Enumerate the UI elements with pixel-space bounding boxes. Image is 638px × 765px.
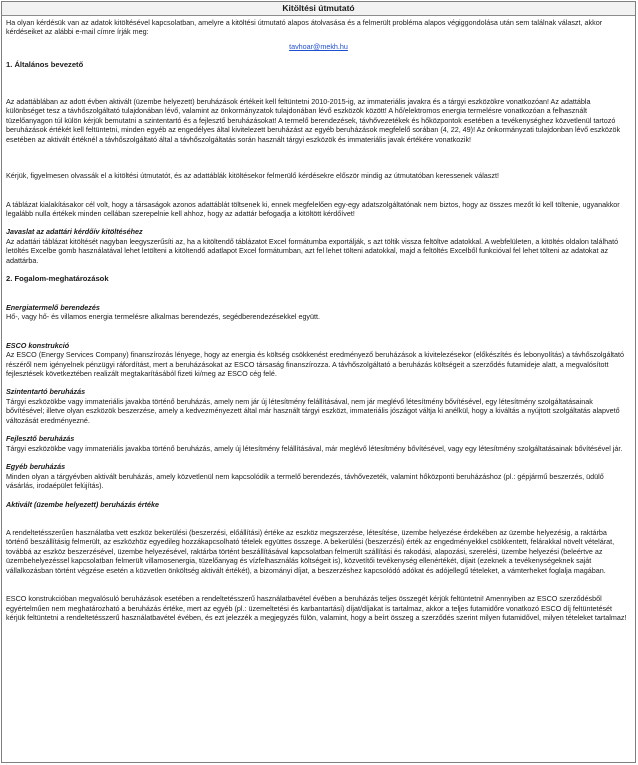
email-line [6, 42, 631, 51]
activated-investment-paragraph: A rendeltetésszerűen használatba vett eszköz bekerülési (beszerzési, előállítási) értéke az eszköz megszerzése, létesítése, üzembe helyezése érdekében az üzembe helyezésig, a raktárba történő beszállításig felmerült, az eszközhöz egyedileg hozzákapcsolható tételek együttes összege. A bekerülési (beszerzési) érték az engedményekkel csökkentett, felárakkal növelt vételárat, továbbá az eszköz beszerzésével, üzembe helyezésével, raktárba történt beszállításával kapcsolatban felmerült szállítási és rakodási, alapozási, szerelési, üzembe helyezési (beleértve az üzembehelyezéssel kapcsolatban felmerült villamosenergia, tüzelőanyag és vízfelhasználás költségeit is), közvetítői tevékenység ellenértékét, díjait (ezeknek a tevékenységeknek saját vállalkozásban történt végzése esetén a közvetlen önköltség aktivált értékét), a bizományi díjat, a beszerzéshez kapcsolódó adókat és adójellegű tételeket, a vámterheket foglalja magában. [6, 527, 615, 575]
document-title: Kitöltési útmutató [2, 2, 635, 16]
term-maintenance-investment: Szintentartó beruházás [6, 387, 86, 397]
esco-activation-paragraph: ESCO konstrukcióban megvalósuló beruházások esetében a rendeltetésszerű használatbavétel évében a beruházás teljes összegét kérjük feltüntetni! Amennyiben az ESCO szerződésből egyértelműen nem meghatározható a beruházás értéke, mert az egyéb (pl.: üzemeltetési és karbantartási) díjat/díjakat is tartalmaz, akkor a teljes futamidőre vonatkozó ESCO díj feltüntetését kérjük feltüntetni a rendeltetésszerű használatbavétel évében, és ezt jelezzék a megjegyzés fülön, valamint, hogy a beírt összeg a szerződés szerint milyen futamidővel, milyen tételeket tartalmaz! [6, 594, 627, 623]
section-1-paragraph-2: Kérjük, figyelmesen olvassák el a kitöltési útmutatót, és az adattáblák kitöltésekor felmerülő kérdésekre először mindig az útmutatóban keressenek választ! [6, 171, 499, 181]
definition-esco: Az ESCO (Energy Services Company) finanszírozás lényege, hogy az energia és költség csökkenést eredményező beruházások a kivitelezésekor (előkészítés és lebonyolítás) a távhőszolgáltató részéről nem igényelnek pénzügyi ráfordítást, mert a beruházásokat az ESCO társaság finanszírozza. A távhőszolgáltató a beruházás költségeit a szerződés futamideje alatt, a megvalósított fejlesztések következtében realizált megtakarításából fizeti ki/meg az ESCO cég felé. [6, 350, 625, 378]
section-2-heading: 2. Fogalom-meghatározások [6, 274, 109, 284]
definition-energy-unit: Hő-, vagy hő- és villamos energia termelésre alkalmas berendezés, segédberendezésekkel együtt. [6, 312, 321, 322]
definition-development-investment: Tárgyi eszközökbe vagy immateriális javakba történő beruházás, amely új létesítmény felállításával, már meglévő létesítmény bővítésével, vagy egy létesítmény szolgáltatásainak bővítésével jár. [6, 443, 623, 453]
section-1-heading: 1. Általános bevezető [6, 60, 84, 70]
document-sheet [1, 1, 636, 763]
document-body [2, 16, 635, 623]
term-esco: ESCO konstrukció [6, 340, 70, 350]
definition-maintenance-investment: Tárgyi eszközökbe vagy immateriális javakba történő beruházás, amely nem jár új létesítmény felállításával, nem jár meglévő létesítmény bővítésével, egy létesítmény szolgáltatásainak bővítésével; illetve olyan eszközök beszerzése, amely a kedvezményezett által már használt tárgyi eszközt, immateriális jószágot váltja ki anélkül, hogy a kiváltás a nyújtott szolgáltatás alapvető változását eredményezné. [6, 396, 620, 425]
section-1-paragraph-3: A táblázat kialakításakor cél volt, hogy a társaságok azonos adattáblát töltsenek ki, ennek megfelelően egy-egy adatszolgáltatónak nem biztos, hogy az összes mezőt ki kell töltenie, ugyanakkor legalább nulla értékek minden cellában szerepelnie kell ahhoz, hogy az adattár befogadja a kitöltött kérdőívet! [6, 199, 620, 218]
term-energy-unit: Energiatermelő berendezés [6, 302, 100, 312]
section-1-paragraph-4: Az adattári táblázat kitöltését nagyban leegyszerűsíti az, ha a kitöltendő táblázatot Excel formátumba exportálják, s azt töltik vissza feltöltve adatokkal. A webfelületen, a kitöltés oldalon található letöltés Excelbe gomb használatával lehet letölteni a kitöltendő adatlapot Excel formátumban, azt fel lehet tölteni adatokkal, majd a feltöltés Excelből funkcióval fel lehet tölteni az adatokat az adattárba. [6, 236, 619, 265]
section-1-paragraph-1: Az adattáblában az adott évben aktivált (üzembe helyezett) beruházások értékeit kell feltüntetni 2010-2015-ig, az immateriális javakra és a tárgyi eszközökre vonatkozóan! Az adattábla különbséget tesz a távhőszolgáltató tulajdonában lévő, valamint az önkormányzatok tulajdonában lévő eszközök között! A hő/elektromos energia termelésre vonatkozóan a felhasznált tüzelőanyagon túl külön kérjük bemutatni a szintentartó és a fejlesztő beruházásokat! A termelő berendezések, távhővezetékek és hőközpontok esetében a tevékenységhez közvetlenül tartozó beruházások értékét kell feltüntetni, minden egyéb az engedélyes által kivitelezett beruházást az egyéb beruházások megfelelő sorában (4, 22, 49)! Az önkormányzati tulajdonban lévő eszközök esetében az aktivált értéknél a távhőszolgáltató által a távhőszolgáltatás során használt tárgyi eszközök és immateriális javak értékére vonatkozik! [6, 96, 621, 144]
intro-text: Ha olyan kérdésük van az adatok kitöltésével kapcsolatban, amelyre a kitöltési útmutató alapos átolvasása és a felmerült probléma alapos végiggondolása után sem találnak választ, akkor kérdéseiket az alábbi e-mail címre írják meg: [6, 18, 603, 37]
term-other-investment: Egyéb beruházás [6, 462, 66, 472]
term-activated-investment: Aktivált (üzembe helyezett) beruházás értéke [6, 499, 159, 509]
definition-other-investment: Minden olyan a tárgyévben aktivált beruházás, amely közvetlenül nem kapcsolódik a termelő berendezés, távhővezeték, valamint hőközponti beruházáshoz (pl.: gépjármű beszerzés, üdülő vásárlás, irodaépület felújítás). [6, 471, 604, 491]
subheading-excel-tip: Javaslat az adattári kérdőív kitöltéséhez [6, 227, 143, 237]
term-development-investment: Fejlesztő beruházás [6, 434, 75, 444]
email-link[interactable]: tavhoar@mekh.hu [289, 41, 348, 51]
